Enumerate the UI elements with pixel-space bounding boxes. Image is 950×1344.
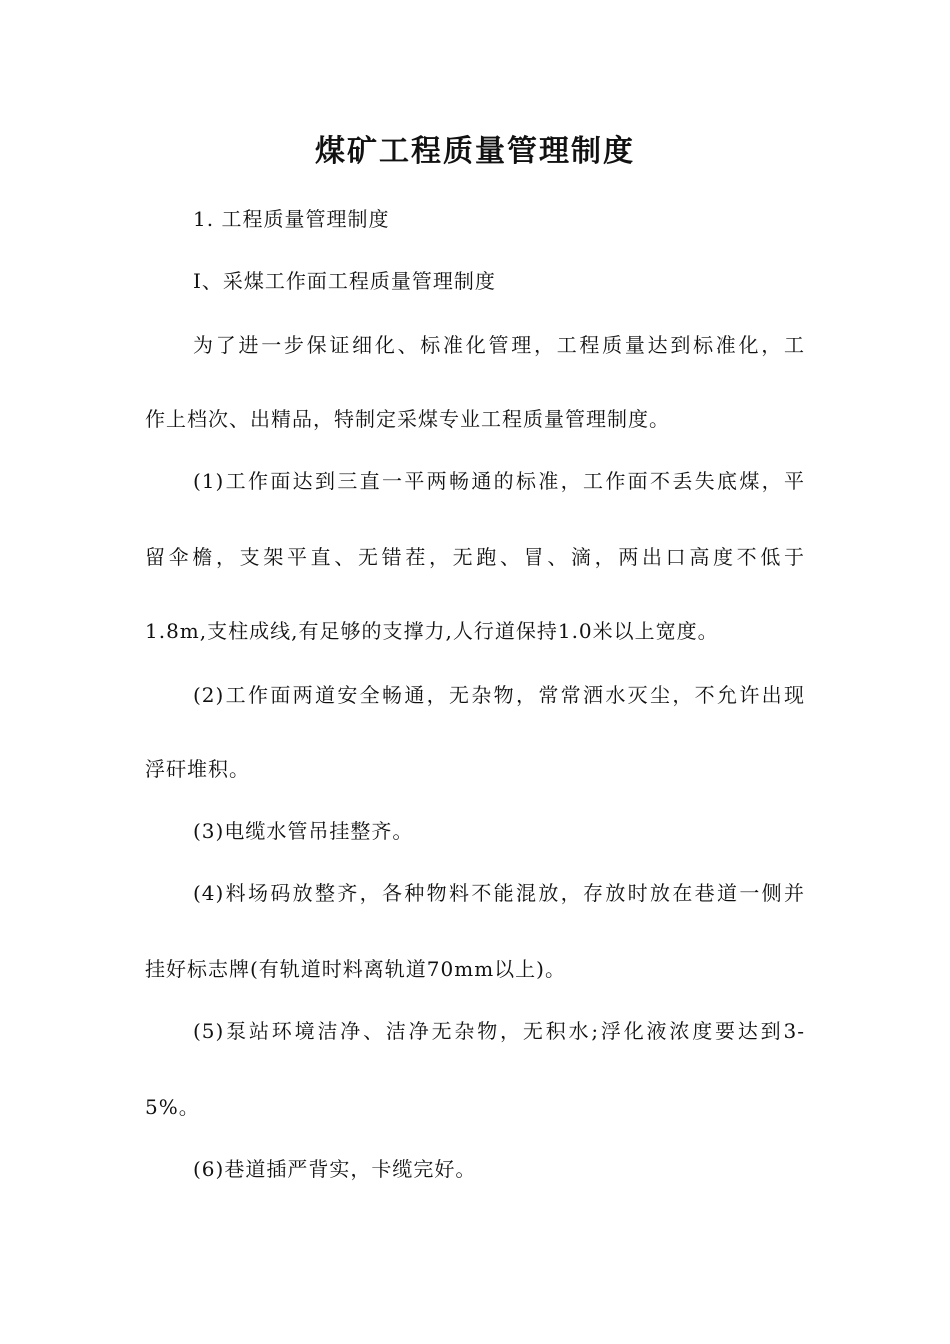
paragraph-line: 为了进一步保证细化、标准化管理，工程质量达到标准化，工	[193, 333, 805, 357]
paragraph-line: (2)工作面两道安全畅通，无杂物，常常洒水灭尘，不允许出现	[193, 683, 805, 707]
paragraph-line: (6)巷道插严背实，卡缆完好。	[193, 1157, 477, 1181]
page-title: 煤矿工程质量管理制度	[315, 134, 635, 169]
section-heading: 1. 工程质量管理制度	[193, 207, 390, 231]
paragraph-line: 浮矸堆积。	[145, 757, 250, 781]
paragraph-line: 挂好标志牌(有轨道时料离轨道70mm以上)。	[145, 957, 566, 981]
paragraph-line: (3)电缆水管吊挂整齐。	[193, 819, 414, 843]
paragraph-line: 1.8m,支柱成线,有足够的支撑力,人行道保持1.0米以上宽度。	[145, 619, 719, 643]
paragraph-line: (4)料场码放整齐，各种物料不能混放，存放时放在巷道一侧并	[193, 881, 805, 905]
paragraph-line: 5%。	[145, 1095, 200, 1119]
paragraph-line: 作上档次、出精品，特制定采煤专业工程质量管理制度。	[145, 407, 670, 431]
paragraph-line: (5)泵站环境洁净、洁净无杂物，无积水;浮化液浓度要达到3-	[193, 1019, 805, 1043]
paragraph-line: (1)工作面达到三直一平两畅通的标准，工作面不丢失底煤，平	[193, 469, 805, 493]
paragraph-line: 留伞檐，支架平直、无错茬，无跑、冒、滴，两出口高度不低于	[145, 545, 805, 569]
subsection-heading: Ⅰ、采煤工作面工程质量管理制度	[193, 269, 496, 293]
